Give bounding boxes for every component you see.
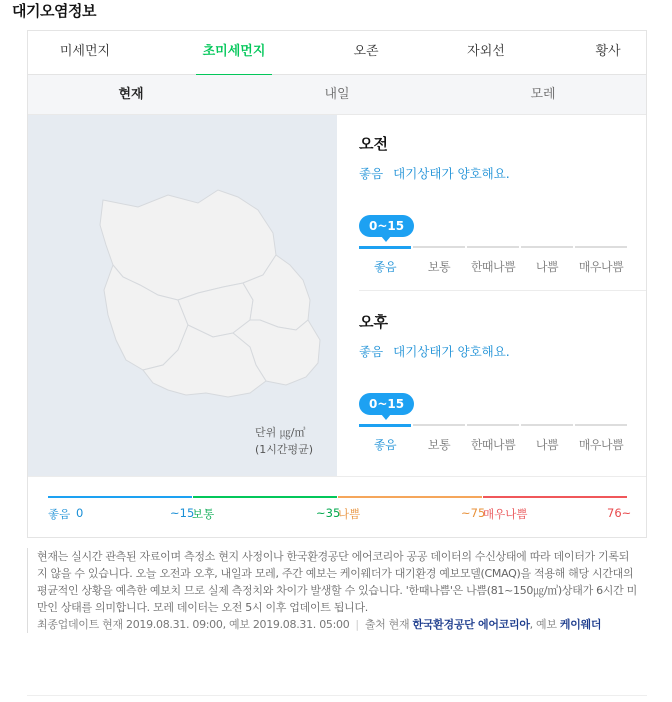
afternoon-grade-scale (359, 424, 627, 464)
morning-status (359, 164, 629, 182)
kweather-link[interactable]: 케이웨더 (559, 618, 602, 631)
legend-very-bad-bar (483, 496, 627, 498)
airkorea-link[interactable]: 한국환경공단 에어코리아 (412, 618, 530, 631)
morning-grade: 좋음 (359, 166, 384, 181)
separator: | (355, 618, 359, 631)
morning-grade-scale (359, 246, 627, 286)
legend-normal-label: 보통 (192, 507, 215, 521)
legend-bad-label: 나쁨 (338, 507, 361, 521)
air-quality-card (27, 30, 647, 538)
unit-text: 단위 ㎍/㎥ (255, 426, 306, 439)
legend-normal-bar (193, 496, 337, 498)
afternoon-section (359, 311, 629, 452)
scale-temp-bad-label: 한때나쁨 (470, 260, 516, 274)
scale-very-bad-label: 매우나쁨 (578, 260, 624, 274)
scale-temp-bad (467, 246, 519, 286)
legend-min-value: 0 (76, 506, 84, 520)
scale-temp-bad (467, 424, 519, 464)
morning-section (359, 133, 629, 274)
unit-label (255, 424, 313, 458)
afternoon-value-badge: 0~15 (359, 393, 414, 415)
forecast-panel (337, 115, 646, 476)
day-tabs (28, 75, 646, 115)
scale-normal (413, 246, 465, 286)
pollutant-tabs (28, 31, 646, 75)
scale-good-label: 좋음 (373, 438, 397, 452)
tab-pm25[interactable]: 초미세먼지 (196, 31, 272, 75)
legend-bad-max: ~75 (461, 506, 486, 520)
scale-normal-label: 보통 (427, 260, 451, 274)
scale-normal-label: 보통 (427, 438, 451, 452)
tab-ozone[interactable]: 오존 (353, 44, 379, 59)
subtab-today[interactable]: 현재 (118, 87, 144, 102)
legend-very-bad-label: 매우나쁨 (483, 507, 528, 521)
region-map (28, 115, 337, 476)
legend-good-bar (48, 496, 192, 498)
morning-message: 대기상태가 양호해요. (393, 166, 510, 181)
afternoon-message: 대기상태가 양호해요. (393, 344, 510, 359)
legend-good-label: 좋음 (48, 507, 71, 521)
scale-temp-bad-label: 한때나쁨 (470, 438, 516, 452)
period-divider (359, 290, 646, 291)
scale-very-bad (575, 246, 627, 286)
tab-yellow-dust[interactable]: 황사 (595, 44, 621, 59)
afternoon-title: 오후 (359, 313, 388, 331)
notes-body: 현재는 실시간 관측된 자료이며 측정소 현지 사정이나 한국환경공단 에어코리아 공공 데이터의 수신상태에 따라 데이터가 기록되지 않을 수 있습니다. 오늘 오전과 오후, 내일과 모레, 주간 예보는 케이웨더가 대기환경 예보모델(CMAQ)을 적용해 해당 시간대의 평균적인 상황을 예측한 예보치 므로 실제 측정치와 차이가 발생할 수 있습니다. '한때나쁨'은 나쁨(81~150㎍/㎥)상태가 6시간 미만인 상태를 의미합니다. 모레 데이터는 오전 5시 이후 업데이트 됩니다. (37, 550, 637, 614)
source-label: 출처 현재 (364, 618, 410, 631)
scale-very-bad (575, 424, 627, 464)
legend-bad-bar (338, 496, 482, 498)
region-map-shape (28, 115, 337, 476)
tab-uv[interactable]: 자외선 (467, 44, 505, 59)
data-notes (27, 548, 637, 633)
scale-good (359, 246, 411, 286)
subtab-tomorrow[interactable]: 내일 (324, 87, 350, 102)
morning-title: 오전 (359, 135, 388, 153)
tab-pm10[interactable]: 미세먼지 (59, 44, 111, 59)
morning-value-badge: 0~15 (359, 215, 414, 237)
scale-bad (521, 246, 573, 286)
afternoon-status (359, 342, 629, 360)
grade-legend (28, 476, 646, 538)
last-updated: 최종업데이트 현재 2019.08.31. 09:00, 예보 2019.08.31. 05:00 (37, 618, 350, 631)
subtab-day-after[interactable]: 모레 (530, 87, 556, 102)
legend-very-bad-min: 76~ (607, 506, 632, 520)
scale-good-label: 좋음 (373, 260, 397, 274)
scale-very-bad-label: 매우나쁨 (578, 438, 624, 452)
scale-bad (521, 424, 573, 464)
update-info (37, 616, 637, 633)
scale-normal (413, 424, 465, 464)
forecast-label: , 예보 (529, 618, 557, 631)
section-title: 대기오염정보 (12, 2, 96, 20)
scale-bad-label: 나쁨 (535, 260, 559, 274)
legend-good-max: ~15 (170, 506, 195, 520)
legend-normal-max: ~35 (316, 506, 341, 520)
scale-bad-label: 나쁨 (535, 438, 559, 452)
bottom-divider (27, 695, 647, 696)
afternoon-grade: 좋음 (359, 344, 384, 359)
unit-average-text: (1시간평균) (255, 443, 314, 456)
scale-good (359, 424, 411, 464)
